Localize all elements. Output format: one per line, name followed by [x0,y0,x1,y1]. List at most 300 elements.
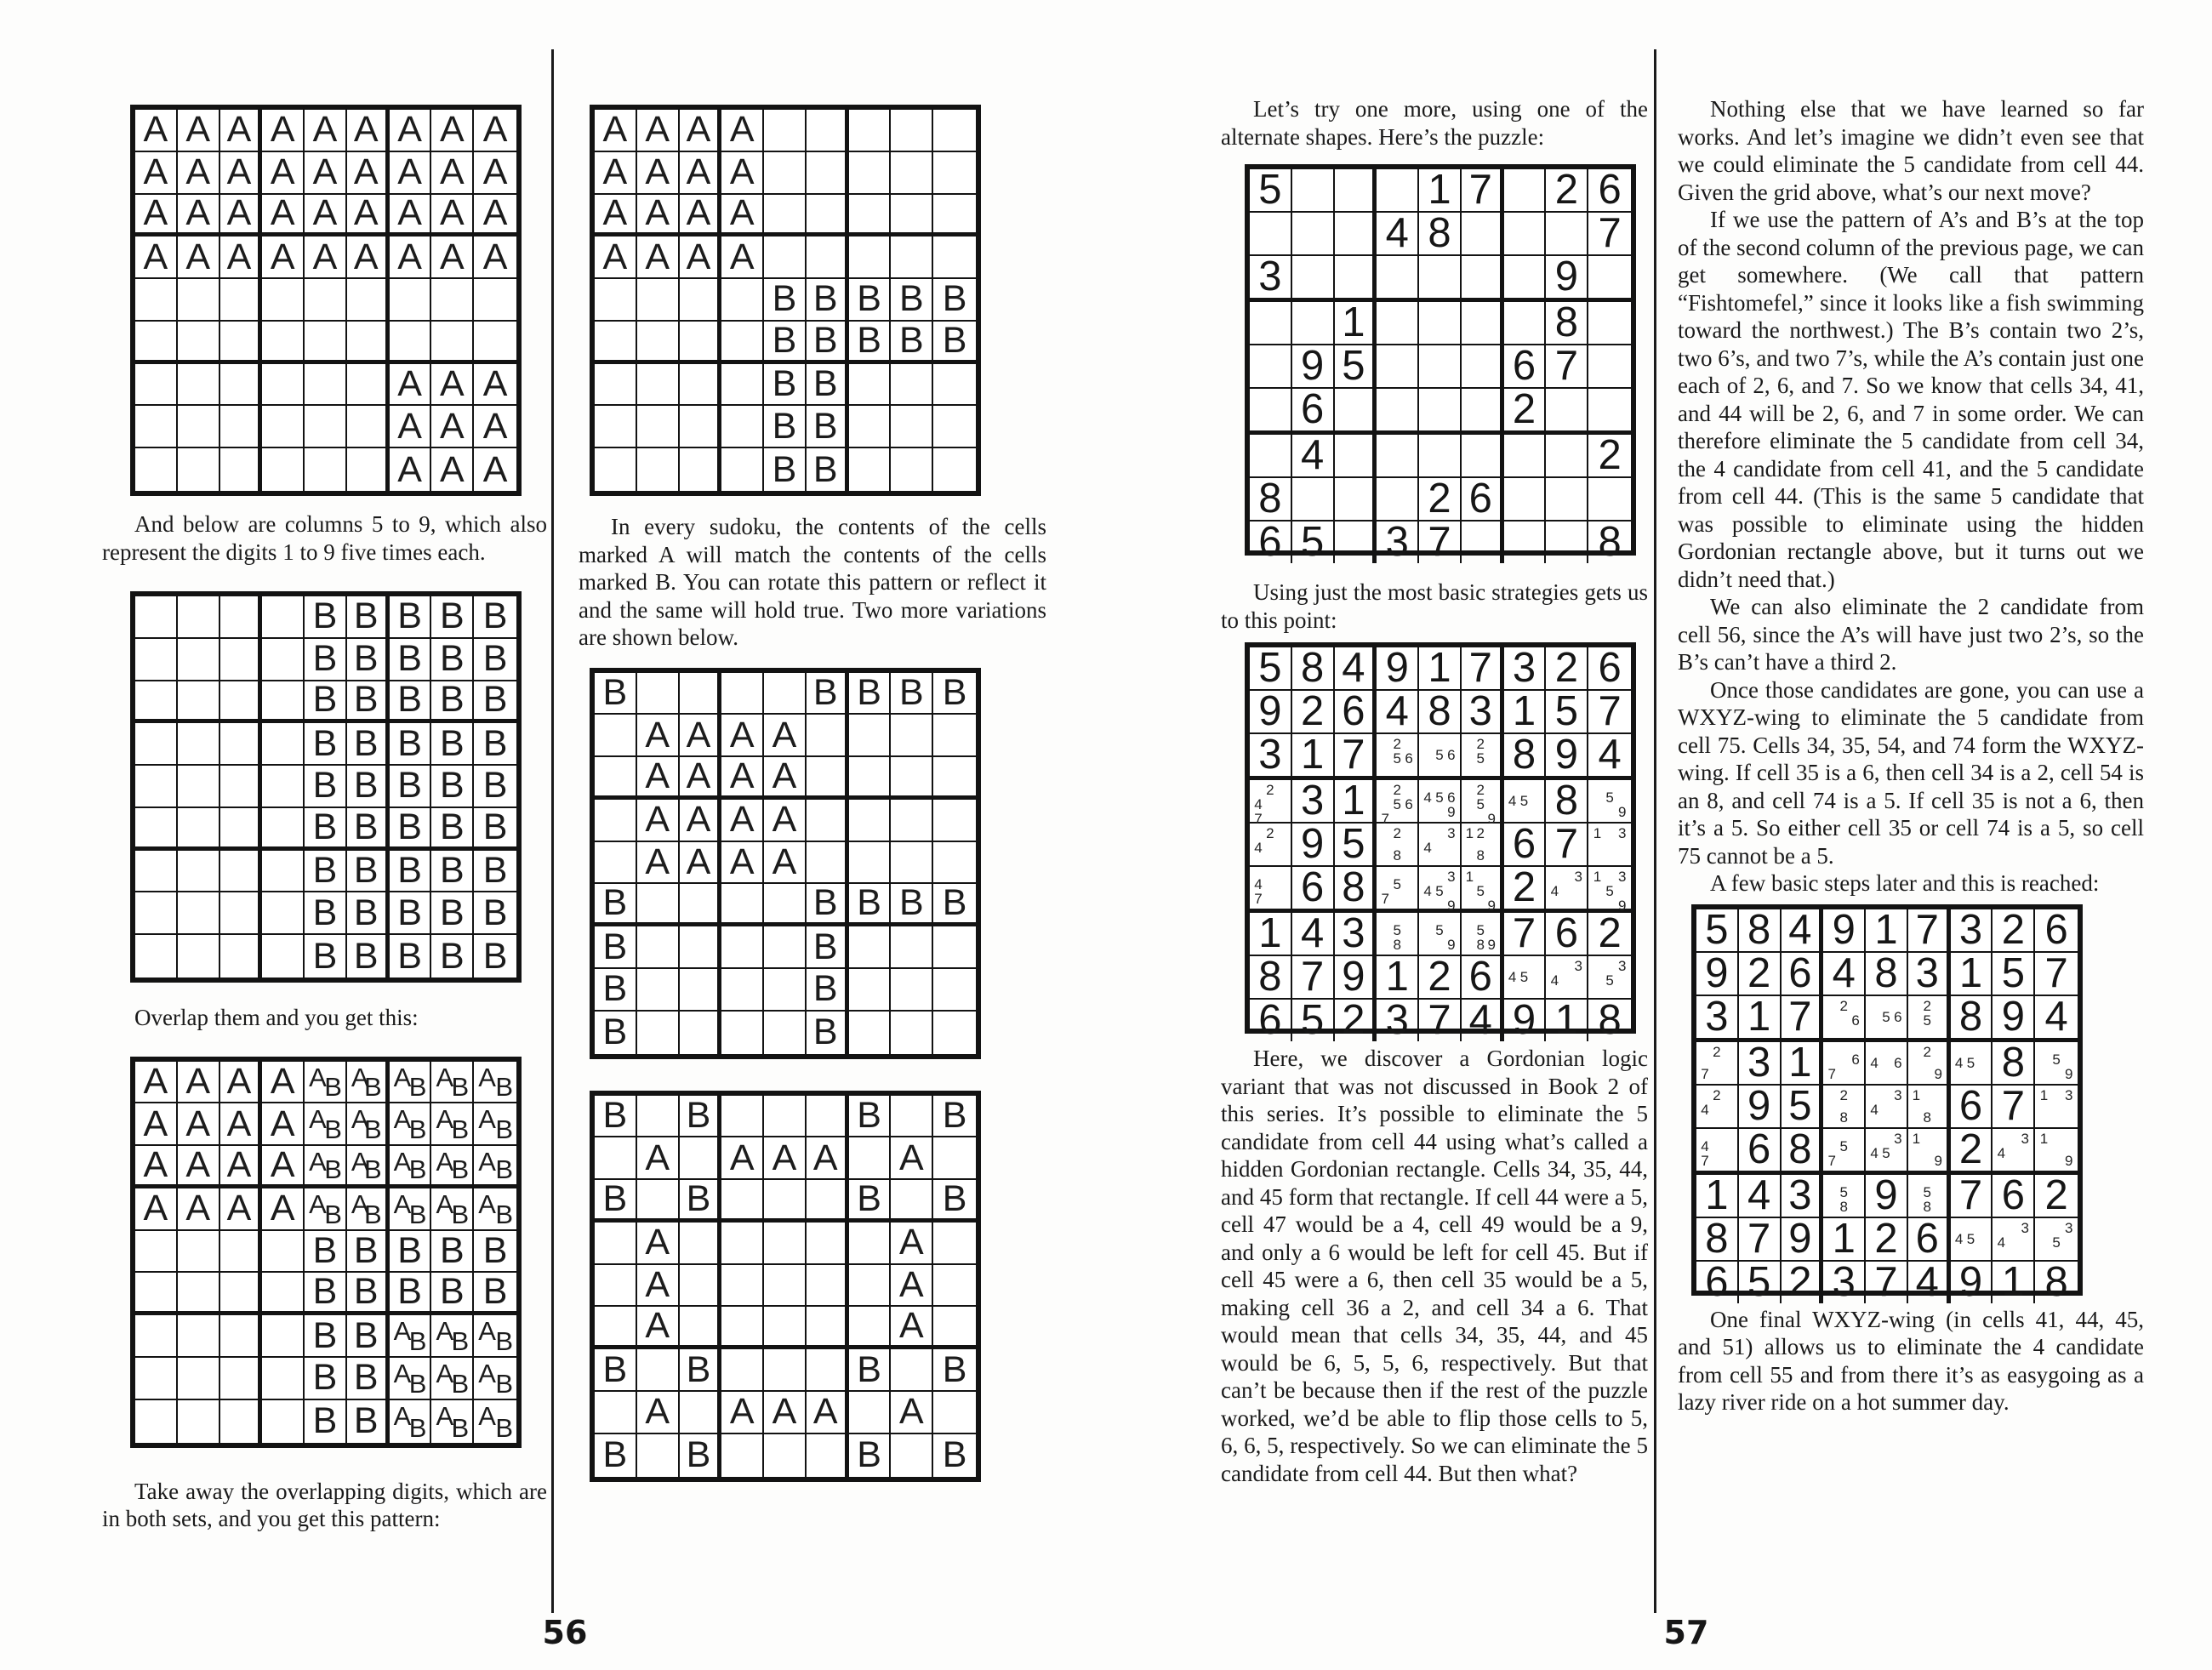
cell-digit: 9 [1512,997,1536,1043]
grid-cell [474,1188,516,1231]
cell-digit: 2 [1598,910,1622,956]
grid-cell [1823,1086,1866,1129]
grid-cell [680,1012,722,1054]
cell-letter-b: B [942,278,967,320]
cell-digit: 2 [1512,386,1536,432]
grid-cell [1250,302,1292,345]
grid-cell [637,1096,680,1138]
cell-letter-b: B [812,882,838,924]
candidate-digit: 4 [1508,793,1517,809]
cell-digit: 8 [1554,778,1578,824]
grid-cell [262,681,305,724]
cell-letter-a: A [478,1316,496,1347]
grid-cell [1250,435,1292,478]
grid-cell [1588,956,1631,1000]
grid-cell [1546,780,1588,824]
candidate-digit: 4 [1254,796,1263,812]
grid-cell [390,766,432,808]
candidate-digit: 7 [1254,891,1263,907]
cell-digit: 3 [1385,519,1409,565]
candidate-digit: 9 [1934,1152,1942,1169]
paragraph-wxyz-wing: Once those candidates are gone, you can use a WXYZ-wing to eliminate the 5 candidate from cell 75. Cells 34, 35, 54, and 74 form the WXYZ-wing. If cell 35 is a 6, then cell 34 is a 2, cell 54 is an 8, and cell 74 is a 5. If cell 35 is not a 6, then it’s a 5. So either cell 35 or cell 74 is a 5, so cell 75 cannot be a 5. [1678,676,2144,869]
cell-letter-b: B [353,1271,379,1313]
grid-cell [1546,867,1588,913]
cell-letter-a: A [226,1060,252,1102]
grid-cell [1739,993,1782,1042]
cell-letter-a: A [686,236,711,277]
grid-cell [390,322,432,364]
cell-letter-a: A [439,236,465,277]
cell-letter-b: B [772,363,797,405]
grid-cell [390,892,432,935]
candidate-digit: 9 [2064,1065,2073,1082]
cell-letter-a: A [645,841,670,882]
cell-candidates [1995,1221,2031,1257]
grid-cell [764,195,807,237]
grid-cell [807,319,849,364]
grid-cell [1504,956,1547,1000]
grid-cell [1335,169,1377,213]
grid-cell [721,1180,764,1223]
cell-letter-a: A [482,236,508,277]
grid-cell [807,195,849,237]
cell-candidates [1911,1177,1944,1214]
cell-letter-a: A [898,1305,924,1347]
grid-cell [1866,1215,1908,1262]
cell-letter-b: B [482,765,508,807]
candidate-digit: 3 [1894,1130,1902,1147]
grid-cell [807,237,849,279]
cell-letter-a: A [143,1188,168,1229]
grid-cell [178,1400,220,1443]
cell-letter-a: A [898,1137,924,1178]
cell-letter-a: A [439,192,465,234]
cell-letter-a: A [686,799,711,841]
candidate-digit: 6 [1405,750,1413,767]
cell-digit: 5 [1258,645,1282,691]
cell-digit: 6 [2001,1171,2025,1218]
grid-cell [474,1062,516,1104]
grid-cell [637,279,680,322]
grid-cell [305,596,347,639]
cell-digit: 5 [1554,688,1578,734]
cell-digit: 3 [1915,949,1939,996]
cell-letter-b: B [942,671,967,713]
grid-cell [933,926,976,969]
grid-cell [262,808,305,851]
grid-cell [680,1349,722,1392]
cell-digit: 7 [1598,688,1622,734]
cell-letter-a: A [351,1147,369,1177]
grid-cell [135,364,178,407]
cell-digit: 9 [1832,906,1856,953]
cell-candidates [1591,783,1628,819]
puzzle-grid [1245,164,1636,565]
cell-letter-b: B [482,638,508,680]
cell-letter-b: B [397,765,422,807]
grid-cell [1696,906,1739,953]
grid-cell [721,1137,764,1180]
grid-cell [347,192,390,237]
left-page-number: 56 [542,1614,588,1651]
cell-letter-a: A [270,1060,295,1102]
grid-cell [431,448,474,491]
grid-cell [305,406,347,448]
cell-digit: 5 [1258,167,1282,213]
cell-digit: 8 [1258,954,1282,1000]
grid-cell [262,1358,305,1400]
grid-cell [305,322,347,364]
grid-cell [807,406,849,448]
grid-cell [1588,688,1631,734]
grid-cell [220,1273,263,1315]
cell-letter-b: B [898,278,924,320]
grid-cell [1292,997,1335,1043]
candidate-digit: 9 [1487,937,1496,953]
candidate-digit: 5 [1476,796,1485,812]
cell-letter-a: A [185,151,210,193]
cell-digit: 2 [2044,1171,2068,1218]
cell-digit: 2 [1512,864,1536,910]
grid-cell [347,1103,390,1146]
grid-cell [1504,864,1547,913]
candidate-digit: 2 [1393,825,1401,841]
cell-digit: 9 [1958,1258,1983,1305]
cell-letter-a: A [436,1316,454,1347]
cell-letter-a: A [393,1316,412,1347]
candidate-digit: 5 [2052,1234,2061,1251]
grid-cell [1866,1171,1908,1218]
grid-cell [1292,256,1335,302]
grid-cell [1588,734,1631,780]
grid-cell [135,192,178,237]
grid-cell [1782,1039,1824,1086]
grid-cell [721,1392,764,1434]
candidate-digit: 8 [1923,1198,1931,1215]
cell-letter-a: A [353,236,379,277]
grid-cell [390,596,432,639]
cell-letter-a: A [686,755,711,796]
cell-letter-b: B [312,1357,338,1399]
grid-cell [1377,956,1419,1000]
grid-cell [1419,688,1462,734]
candidate-digit: 6 [1447,747,1456,763]
grid-cell [764,1434,807,1477]
grid-cell [431,596,474,639]
grid-cell [178,1231,220,1274]
cell-letter-b: B [495,1114,513,1145]
cell-letter-a: A [185,236,210,277]
cell-letter-a: A [436,1188,454,1219]
cell-letter-b: B [857,1434,881,1476]
cell-letter-b: B [812,319,838,361]
candidate-digit: 1 [1912,1086,1921,1103]
grid-cell [474,237,516,279]
cell-digit: 7 [2044,949,2068,996]
grid-cell [262,723,305,766]
candidate-digit: 9 [1617,898,1627,914]
cell-digit: 7 [1598,210,1622,256]
cell-digit: 6 [1915,1215,1939,1262]
cell-letter-b: B [439,1229,465,1271]
cell-letter-a: A [482,109,508,151]
grid-cell [1588,389,1631,435]
grid-cell [1335,478,1377,522]
grid-cell [1993,1218,2035,1262]
cell-letter-b: B [942,319,967,361]
cell-letter-b: B [363,1072,382,1103]
cell-letter-b: B [772,405,797,447]
grid-cell [807,1137,849,1180]
grid-cell [220,322,263,364]
grid-cell [305,1358,347,1400]
cell-letter-b: B [397,1271,422,1313]
grid-cell [347,322,390,364]
grid-cell [721,1012,764,1054]
grid-cell [933,448,976,491]
cell-digit: 2 [1747,949,1771,996]
cell-letter-a: A [393,1188,412,1219]
candidate-digit: 2 [1476,782,1485,798]
grid-cell [178,448,220,491]
cell-letter-a: A [226,236,252,277]
grid-cell [721,192,764,237]
grid-cell [721,322,764,364]
cell-letter-b: B [772,278,797,320]
candidate-digit: 3 [1447,825,1456,841]
cell-digit: 3 [1705,993,1729,1040]
grid-cell [347,639,390,681]
grid-cell [390,448,432,491]
cell-letter-b: B [602,1177,628,1219]
candidate-digit: 9 [1487,898,1496,914]
cell-digit: 8 [1788,1126,1812,1172]
cell-candidates [2038,1131,2075,1168]
cell-letter-b: B [857,1094,881,1136]
caption-takeaway: Take away the overlapping digits, which are in both sets, and you get this pattern: [102,1478,547,1531]
grid-cell [1546,522,1588,563]
grid-cell [305,192,347,237]
grid-cell [1335,821,1377,867]
grid-cell [807,1434,849,1477]
grid-cell [933,237,976,279]
grid-cell [764,1096,807,1138]
grid-cell [1588,910,1631,956]
grid-cell [262,639,305,681]
grid-cell [933,1012,976,1054]
grid-cell [2035,1129,2078,1175]
grid-cell [1739,1171,1782,1218]
grid-cell [637,800,680,842]
grid-cell [1696,1042,1739,1086]
cell-digit: 6 [2044,906,2068,953]
grid-cell [933,110,976,152]
cell-letter-b: B [772,448,797,490]
grid-cell [1419,389,1462,435]
grid-cell [1866,1086,1908,1129]
grid-cell [1335,647,1377,691]
grid-cell [891,110,933,152]
candidate-digit: 4 [1701,1101,1709,1118]
grid-cell [220,1143,263,1188]
grid-cell [680,322,722,364]
grid-cell [305,808,347,851]
cell-letter-b: B [812,671,838,713]
candidate-digit: 4 [1870,1144,1878,1161]
grid-cell [431,152,474,195]
grid-cell [1335,299,1377,345]
cell-letter-a: A [686,841,711,882]
grid-cell [1250,213,1292,256]
grid-cell [178,808,220,851]
candidate-digit: 4 [1997,1144,2006,1161]
cell-digit: 5 [1705,906,1729,953]
cell-digit: 2 [1428,476,1451,522]
grid-cell [474,639,516,681]
grid-cell [1250,780,1292,827]
paragraph-gordonian: Here, we discover a Gordonian logic variant that was not discussed in Book 2 of this series. It’s possible to eliminate the 5 candidate from cell 44 using what’s called a hidden Gordonian rectangle. Cells 34, 35, 44, and 45 form that rectangle. If cell 44 were a 5, cell 47 would be a 4, cell 49 would be a 9, and only a 6 would be left for cell 45. But if cell 45 were a 6, then cell 35 would be a 5, making cell 36 a 2, and cell 34 a 6. That would mean that cells 34, 35, 44, and 45 would be 6, 5, 5, 6, respectively. But that can’t be because then if the rest of the puzzle worked, we’d be able to flip those cells to 5, 6, 6, 5, respectively. So we can eliminate the 5 candidate from cell 44. But then what? [1221,1046,1648,1486]
grid-cell [262,1143,305,1188]
grid-cell [135,1315,178,1358]
grid-cell [347,723,390,766]
candidate-digit: 5 [1923,1183,1931,1200]
grid-cell [1866,949,1908,996]
grid-cell [135,1188,178,1231]
grid-cell [1377,913,1419,956]
grid-cell [262,1188,305,1231]
cell-digit: 8 [1747,906,1771,953]
grid-cell [1335,389,1377,435]
cell-letter-b: B [602,1012,628,1053]
cell-letter-b: B [397,722,422,764]
candidate-digit: 2 [1839,997,1848,1014]
candidate-digit: 3 [1447,869,1456,885]
grid-cell [2035,993,2078,1042]
grid-cell [1419,647,1462,691]
grid-cell [178,723,220,766]
grid-cell [347,935,390,977]
grid-cell [1292,956,1335,1000]
cell-candidates [1379,915,1415,952]
grid-cell [305,1103,347,1146]
cell-letter-a: A [143,1060,168,1102]
grid-cell [1739,1082,1782,1129]
cell-letter-a: A [393,1062,412,1092]
cell-digit: 7 [1342,732,1365,778]
cell-digit: 9 [1705,949,1729,996]
grid-cell [849,237,892,279]
grid-cell [721,364,764,407]
grid-cell [1951,1258,1993,1305]
grid-cell [390,1103,432,1146]
grid-cell [1377,867,1419,913]
grid-cell [891,195,933,237]
cell-candidates [1252,782,1288,827]
grid-cell [474,723,516,766]
candidate-digit: 5 [1882,1144,1890,1161]
grid-cell [1292,169,1335,213]
grid-cell [807,448,849,491]
grid-cell [1951,1218,1993,1262]
grid-cell [764,800,807,842]
grid-cell [1419,867,1462,913]
grid-cell [1993,993,2035,1042]
grid-cell [1696,949,1739,996]
cell-digit: 4 [1832,949,1856,996]
grid-cell [220,639,263,681]
cell-letter-a: A [645,192,670,234]
grid-cell [1993,1129,2035,1175]
grid-cell [1504,345,1547,389]
cell-letter-b: B [363,1199,382,1229]
grid-cell [178,322,220,364]
cell-digit: 9 [1554,254,1578,299]
cell-digit: 2 [1428,954,1451,1000]
grid-cell [1588,345,1631,389]
cell-digit: 6 [1258,997,1282,1043]
cell-digit: 7 [1788,993,1812,1040]
cell-digit: 7 [2001,1082,2025,1129]
grid-cell [1504,302,1547,345]
grid-cell [933,152,976,195]
cell-letter-b: B [898,671,924,713]
grid-cell [390,1231,432,1274]
left-page-column-1 [81,105,547,1533]
cell-letter-a: A [602,192,628,234]
grid-cell [431,322,474,364]
grid-cell [220,237,263,279]
grid-cell [1588,478,1631,522]
grid-cell [595,1307,637,1349]
grid-cell [305,723,347,766]
cell-letter-a: A [729,236,755,277]
grid-cell [807,1012,849,1054]
grid-cell [1546,256,1588,302]
cell-digit: 7 [1428,997,1451,1043]
grid-cell [1951,906,1993,953]
cell-letter-a: A [436,1062,454,1092]
grid-cell [1696,1129,1739,1175]
grid-cell [891,1307,933,1349]
grid-cell [178,1315,220,1358]
grid-cell [849,1434,892,1477]
grid-cell [891,1137,933,1180]
grid-cell [595,192,637,237]
candidate-digit: 5 [1435,883,1444,899]
grid-cell [1504,478,1547,522]
cell-letter-b: B [408,1114,427,1145]
cell-digit: 6 [1468,954,1492,1000]
cell-letter-b: B [942,1348,967,1390]
candidate-digit: 8 [1923,1109,1931,1126]
candidate-digit: 4 [1870,1054,1878,1071]
candidate-digit: 7 [1827,1065,1837,1082]
grid-cell [135,766,178,808]
grid-cell [1335,864,1377,913]
grid-cell [1419,256,1462,302]
grid-cell [807,1392,849,1434]
grid-cell [1866,1129,1908,1175]
cell-letter-b: B [482,850,508,892]
candidate-digit: 4 [1508,969,1517,985]
cell-digit: 6 [1301,386,1325,432]
cell-candidates [1995,1131,2031,1168]
grid-cell [347,110,390,152]
grid-cell [135,1400,178,1443]
cell-digit: 7 [1747,1215,1771,1262]
grid-cell [474,1231,516,1274]
grid-cell [933,1096,976,1138]
